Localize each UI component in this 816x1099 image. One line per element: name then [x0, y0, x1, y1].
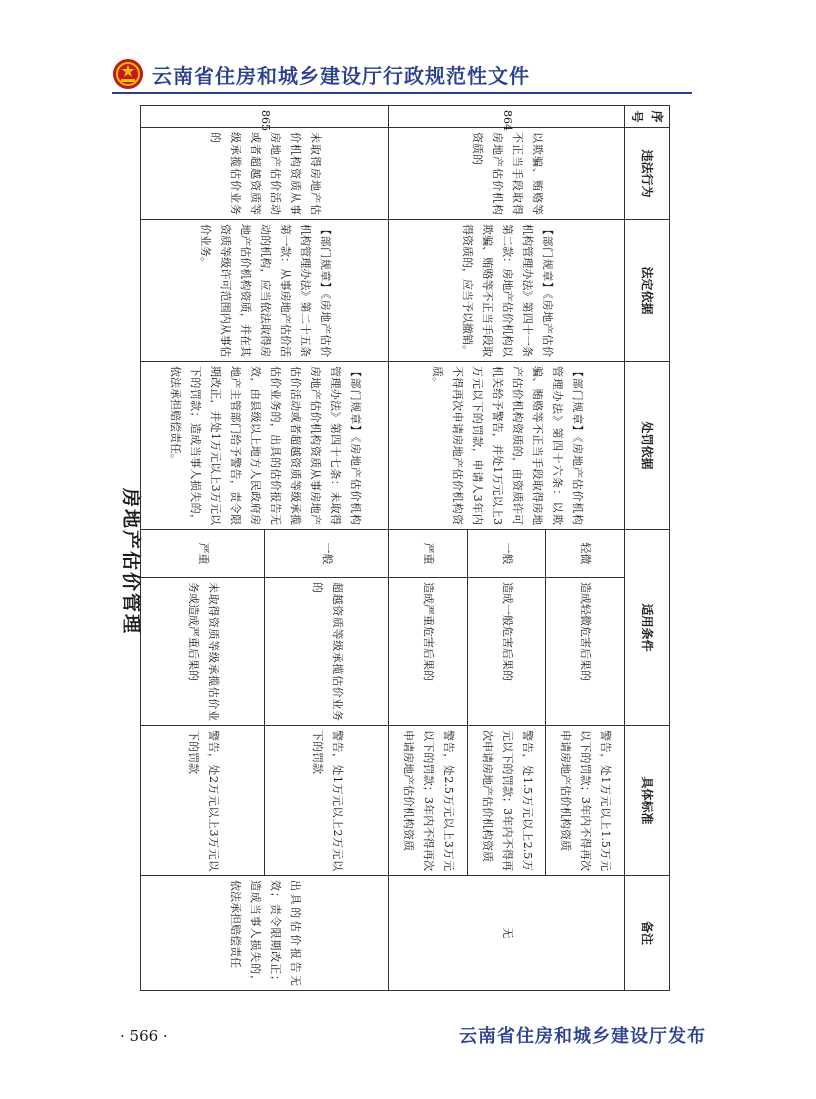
severity-level: 严重 — [141, 530, 265, 578]
rotated-table-wrapper — [140, 105, 670, 990]
severity-level: 轻微 — [546, 530, 625, 578]
specific-standard: 警告，处2.5万元以上3万元以下的罚款；3年内不得再次申请房地产估价机构资质 — [389, 726, 468, 876]
applicable-condition: 未取得资质等级承揽估价业务或造成严重后果的 — [141, 578, 265, 726]
specific-standard: 警告，处2万元以上3万元以下的罚款 — [141, 726, 265, 876]
header-title: 云南省住房和城乡建设厅行政规范性文件 — [152, 63, 530, 88]
header-act: 违法行为 — [625, 128, 670, 220]
footer-publisher: 云南省住房和城乡建设厅发布 — [459, 1026, 706, 1047]
penalty-basis: 【部门规章】《房地产估价机构管理办法》第四十七条：未取得房地产估价机构资质从事房地产估价活动或者超越资质等级承揽估价业务的，出具的估价报告无效，由县级以上地方人民政府房地产主管部门给予警告，责令限期改正，并处1万元以上3万元以下的罚款；造成当事人损失的，依法承担赔偿责任。 — [141, 362, 389, 530]
specific-standard: 警告，处1万元以上1.5万元以下的罚款；3年内不得再次申请房地产估价机构资质 — [546, 726, 625, 876]
header-rule — [112, 92, 692, 94]
specific-standard: 警告，处1万元以上2万元以下的罚款 — [265, 726, 389, 876]
header-cond: 适用条件 — [625, 530, 670, 726]
severity-level: 严重 — [389, 530, 468, 578]
section-title-text: 房地产估价管理 — [120, 488, 142, 636]
row-number: 865 — [141, 106, 389, 128]
remark: 无 — [389, 876, 625, 991]
severity-level: 一般 — [467, 530, 546, 578]
header-note: 备注 — [625, 876, 670, 991]
legal-basis: 【部门规章】《房地产估价机构管理办法》第四十一条第二款：房地产估价机构以欺骗、贿赂等不正当手段取得资质的，应当予以撤销。 — [389, 220, 625, 362]
row-number: 864 — [389, 106, 625, 128]
remark: 出具的估价报告无效；责令限期改正；造成当事人损失的，依法承担赔偿责任 — [141, 876, 389, 991]
applicable-condition: 造成严重危害后果的 — [389, 578, 468, 726]
applicable-condition: 造成一般危害后果的 — [467, 578, 546, 726]
penalty-table — [140, 105, 670, 991]
header-std: 具体标准 — [625, 726, 670, 876]
severity-level: 一般 — [265, 530, 389, 578]
table-row — [265, 106, 389, 991]
header-legal: 法定依据 — [625, 220, 670, 362]
violation-act: 以欺骗、贿赂等不正当手段取得房地产估价机构资质的 — [389, 128, 625, 220]
page-number: · 566 · — [120, 1027, 168, 1045]
specific-standard: 警告，处1.5万元以上2.5万元以下的罚款；3年内不得再次申请房地产估价机构资质 — [467, 726, 546, 876]
document-header — [112, 56, 530, 92]
violation-act: 未取得房地产估价机构资质从事房地产估价活动或者超越资质等级承揽估价业务的 — [141, 128, 389, 220]
table-row — [546, 106, 625, 991]
header-penalty: 处罚依据 — [625, 362, 670, 530]
national-emblem-icon — [112, 58, 144, 90]
header-no: 序号 — [625, 106, 670, 128]
legal-basis: 【部门规章】《房地产估价机构管理办法》第二十五条第一款：从事房地产估价活动的机构，应当依法取得房地产估价机构资质，并在其资质等级许可范围内从事估价业务。 — [141, 220, 389, 362]
table-header-row — [625, 106, 670, 991]
applicable-condition: 超越资质等级承揽估价业务的 — [265, 578, 389, 726]
penalty-basis: 【部门规章】《房地产估价机构管理办法》第四十六条：以欺骗、贿赂等不正当手段取得房地产估价机构资质的，由资质许可机关给予警告，并处1万元以上3万元以下的罚款，申请人3年内不得再次申请房地产估价机构资质。 — [389, 362, 625, 530]
applicable-condition: 造成轻微危害后果的 — [546, 578, 625, 726]
